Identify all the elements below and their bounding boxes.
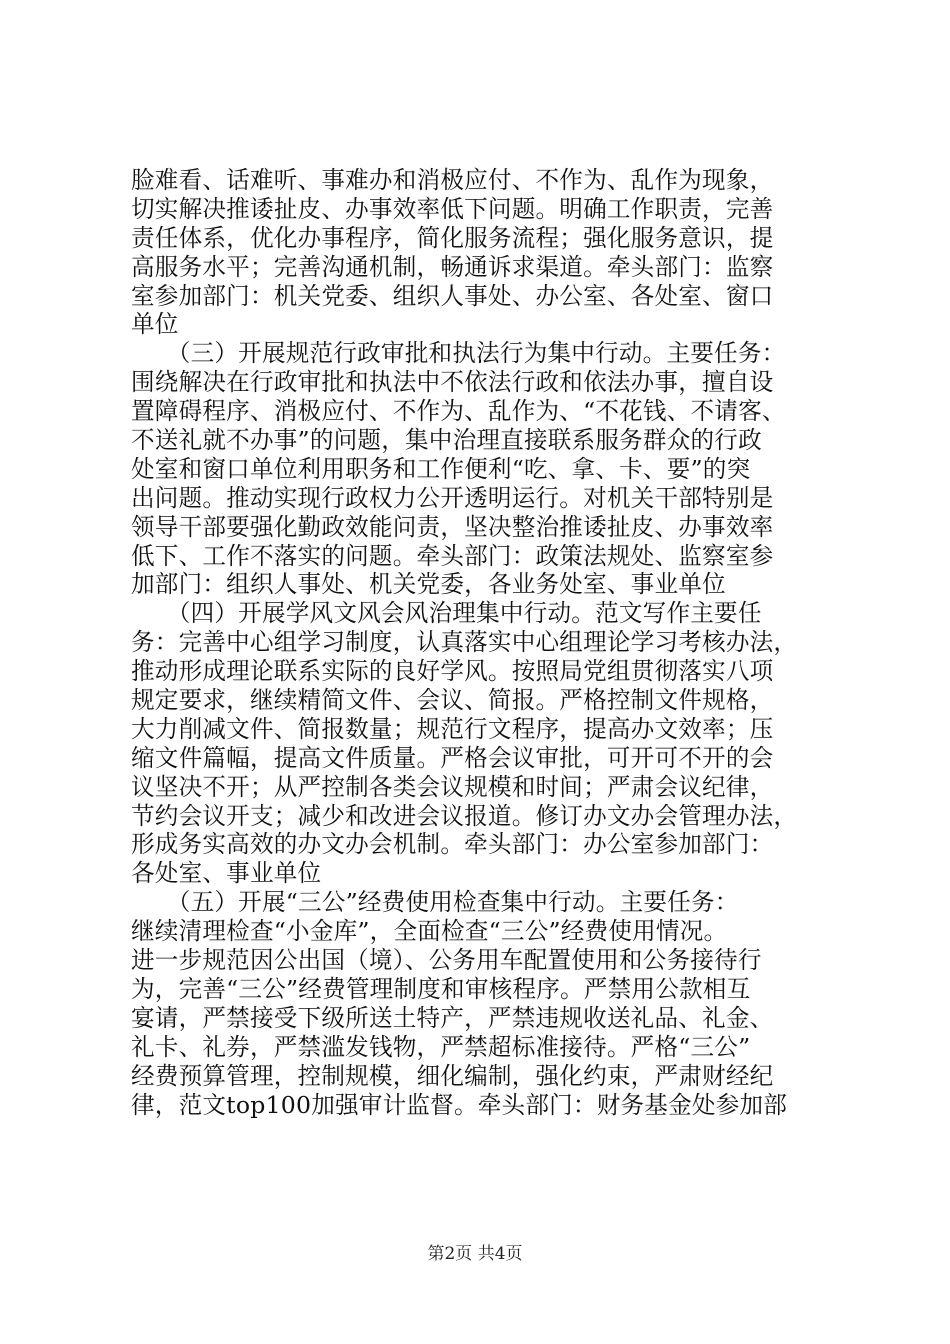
- text-line: 经费预算管理，控制规模，细化编制，强化约束，严肃财经纪: [131, 1061, 774, 1090]
- text-line: 责任体系，优化办事程序，简化服务流程；强化服务意识，提: [131, 223, 774, 252]
- document-body: [131, 166, 831, 1119]
- text-line: 继续清理检查“小金库”，全面检查“三公”经费使用情况。: [131, 917, 728, 946]
- text-line: （四）开展学风文风会风治理集中行动。范文写作主要任: [131, 599, 762, 628]
- text-line: 缩文件篇幅，提高文件质量。严格会议审批，可开可不开的会: [131, 743, 774, 772]
- text-line: 室参加部门：机关党委、组织人事处、办公室、各处室、窗口: [131, 281, 774, 310]
- text-line: 不送礼就不办事”的问题，集中治理直接联系服务群众的行政: [131, 426, 762, 455]
- text-line: 加部门：组织人事处、机关党委，各业务处室、事业单位: [131, 570, 726, 599]
- text-line: 处室和窗口单位利用职务和工作便利“吃、拿、卡、要”的突: [131, 454, 751, 483]
- text-line: 形成务实高效的办文办会机制。牵头部门：办公室参加部门：: [131, 830, 774, 859]
- text-line: （五）开展“三公”经费使用检查集中行动。主要任务：: [131, 888, 739, 917]
- text-line: 置障碍程序、消极应付、不作为、乱作为、“不花钱、不请客、: [131, 397, 786, 426]
- text-line: 出问题。推动实现行政权力公开透明运行。对机关干部特别是: [131, 483, 774, 512]
- text-line: 节约会议开支；减少和改进会议报道。修订办文办会管理办法，: [131, 801, 798, 830]
- text-line: 围绕解决在行政审批和执法中不依法行政和依法办事，擅自设: [131, 368, 774, 397]
- text-line: 务：完善中心组学习制度，认真落实中心组理论学习考核办法，: [131, 628, 798, 657]
- text-line: 单位: [131, 310, 179, 339]
- text-line: 为，完善“三公”经费管理制度和审核程序。严禁用公款相互: [131, 974, 751, 1003]
- text-line: 推动形成理论联系实际的良好学风。按照局党组贯彻落实八项: [131, 657, 774, 686]
- text-line: 礼卡、礼券，严禁滥发钱物，严禁超标准接待。严格“三公”: [131, 1032, 751, 1061]
- text-line: 高服务水平；完善沟通机制，畅通诉求渠道。牵头部门：监察: [131, 252, 774, 281]
- text-line: 领导干部要强化勤政效能问责，坚决整治推诿扯皮、办事效率: [131, 512, 774, 541]
- text-line: 进一步规范因公出国（境）、公务用车配置使用和公务接待行: [131, 946, 762, 975]
- text-line: 大力削减文件、简报数量；规范行文程序，提高办文效率；压: [131, 714, 774, 743]
- text-line: （三）开展规范行政审批和执法行为集中行动。主要任务：: [131, 339, 786, 368]
- text-line: 各处室、事业单位: [131, 859, 322, 888]
- text-line: 宴请，严禁接受下级所送土特产，严禁违规收送礼品、礼金、: [131, 1003, 774, 1032]
- page-footer: 第2页 共4页: [427, 1244, 523, 1264]
- text-line: 律，范文top100加强审计监督。牵头部门：财务基金处参加部: [131, 1090, 788, 1119]
- text-line: 脸难看、话难听、事难办和消极应付、不作为、乱作为现象，: [131, 166, 774, 194]
- text-line: 议坚决不开；从严控制各类会议规模和时间；严肃会议纪律，: [131, 772, 774, 801]
- text-line: 低下、工作不落实的问题。牵头部门：政策法规处、监察室参: [131, 541, 774, 570]
- text-line: 切实解决推诿扯皮、办事效率低下问题。明确工作职责，完善: [131, 194, 774, 223]
- text-line: 规定要求，继续精简文件、会议、简报。严格控制文件规格，: [131, 686, 774, 715]
